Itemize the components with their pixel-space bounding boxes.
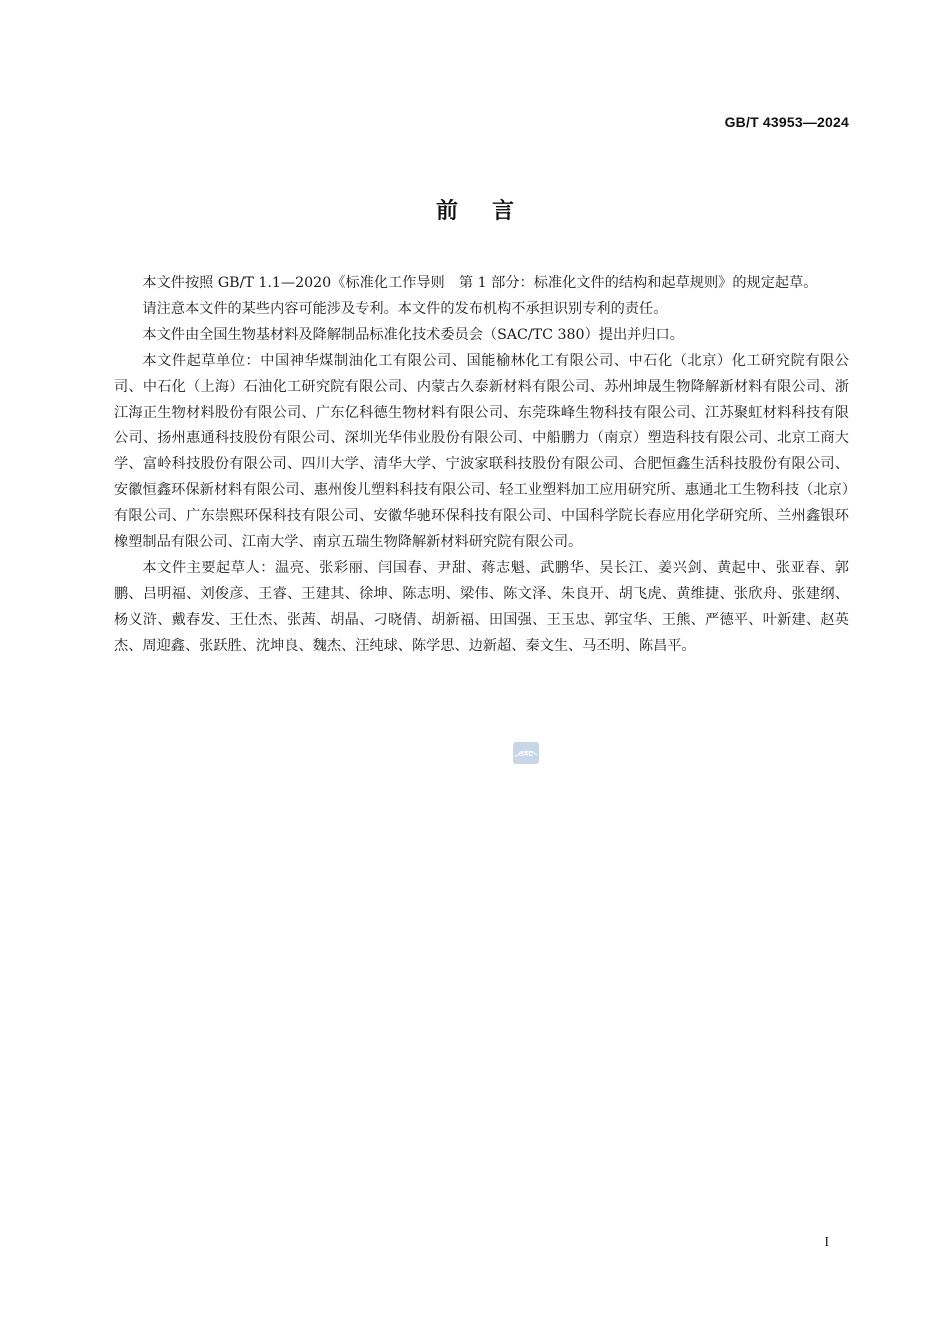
foreword-body [114,271,849,660]
paragraph-committee: 本文件由全国生物基材料及降解制品标准化技术委员会（SAC/TC 380）提出并归口。 [142,326,684,343]
sac-watermark-logo [513,742,539,764]
paragraph-drafters: 本文件主要起草人：温亮、张彩丽、闫国春、尹甜、蒋志魁、武鹏华、吴长江、姜兴剑、黄起中、张亚春、郭鹏、吕明福、刘俊彦、王睿、王建其、徐坤、陈志明、梁伟、陈文泽、朱良开、胡飞虎、黄维捷、张欣舟、张建纲、杨义浒、戴春发、王仕杰、张茜、胡晶、刁晓倩、胡新福、田国强、王玉忠、郭宝华、王熊、严德平、叶新建、赵英杰、周迎鑫、张跃胜、沈坤良、魏杰、汪纯球、陈学思、边新超、秦文生、马丕明、陈昌平。 [114,559,849,654]
page-title: 前言 [435,199,548,224]
paragraph-drafting-rules: 本文件按照 GB/T 1.1—2020《标准化工作导则 第 1 部分：标准化文件的结构和起草规则》的规定起草。 [142,275,818,291]
page-number: I [824,1235,829,1250]
standard-number: GB/T 43953—2024 [724,114,849,130]
svg-text:SAC: SAC [518,751,534,758]
paragraph-patent-notice: 请注意本文件的某些内容可能涉及专利。本文件的发布机构不承担识别专利的责任。 [142,300,668,317]
paragraph-drafting-units: 本文件起草单位：中国神华煤制油化工有限公司、国能榆林化工有限公司、中石化（北京）化工研究院有限公司、中石化（上海）石油化工研究院有限公司、内蒙古久泰新材料有限公司、苏州坤晟生物降解新材料有限公司、浙江海正生物材料股份有限公司、广东亿科德生物材料有限公司、东莞珠峰生物科技有限公司、江苏聚虹材料科技有限公司、扬州惠通科技股份有限公司、深圳光华伟业股份有限公司、中船鹏力（南京）塑造科技有限公司、北京工商大学、富岭科技股份有限公司、四川大学、清华大学、宁波家联科技股份有限公司、合肥恒鑫生活科技股份有限公司、安徽恒鑫环保新材料有限公司、惠州俊儿塑料科技有限公司、轻工业塑料加工应用研究所、惠通北工生物科技（北京）有限公司、广东崇熙环保科技有限公司、安徽华驰环保科技有限公司、中国科学院长春应用化学研究所、兰州鑫银环橡塑制品有限公司、江南大学、南京五瑞生物降解新材料研究院有限公司。 [114,352,849,551]
